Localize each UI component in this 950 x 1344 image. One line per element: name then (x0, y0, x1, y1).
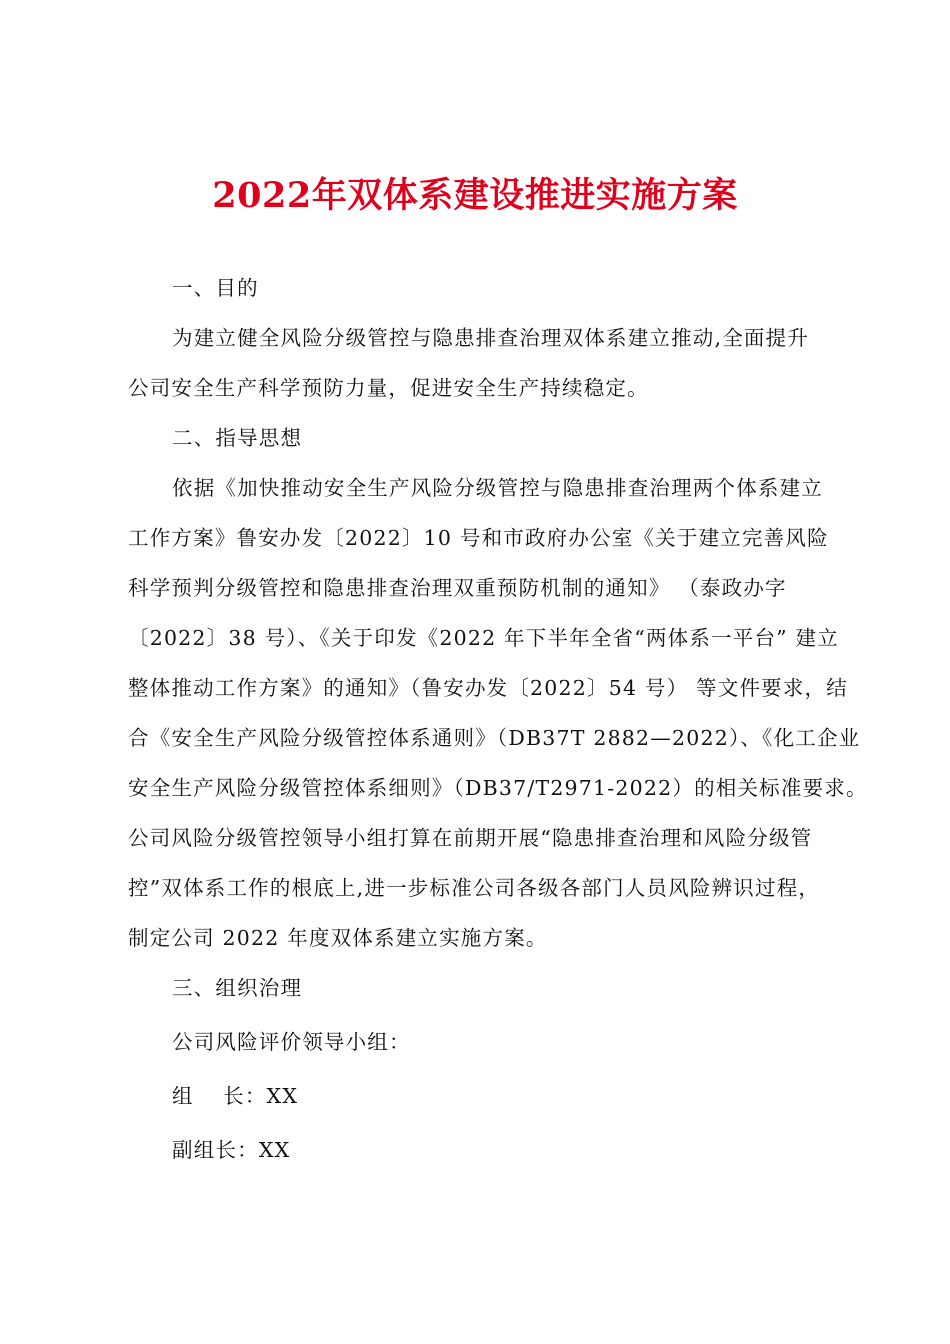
deputy-label: 副组长： (172, 1138, 259, 1162)
section-2-paragraph-line: 〔2022〕38 号）、《关于印发《2022 年下半年全省“两体系一平台” 建立 (128, 626, 839, 650)
document-title: 2022年双体系建设推进实施方案 (212, 175, 738, 216)
section-3-heading: 三、组织治理 (172, 976, 303, 1000)
section-3-group-title: 公司风险评价领导小组： (172, 1030, 411, 1054)
section-2-paragraph-line: 整体推动工作方案》的通知》（鲁安办发〔2022〕54 号） 等文件要求，结 (128, 676, 848, 700)
section-2-paragraph-line: 合《安全生产风险分级管控体系通则》（DB37T 2882—2022）、《化工企业 (128, 726, 861, 750)
section-2-paragraph-line: 科学预判分级管控和隐患排查治理双重预防机制的通知》 （泰政办字 (128, 576, 787, 600)
section-3-deputy-line (128, 1130, 833, 1180)
section-1-heading: 一、目的 (172, 276, 259, 300)
section-2-paragraph-line: 安全生产风险分级管控体系细则》（DB37/T2971-2022）的相关标准要求。 (128, 776, 868, 800)
leader-label: 组 长： (172, 1084, 267, 1108)
section-1-paragraph-line: 公司安全生产科学预防力量，促进安全生产持续稳定。 (128, 376, 649, 400)
deputy-value: XX (258, 1138, 291, 1162)
section-1-paragraph-line: 为建立健全风险分级管控与隐患排查治理双体系建立推动,全面提升 (172, 326, 810, 350)
section-2-paragraph-line: 公司风险分级管控领导小组打算在前期开展“隐患排查治理和风险分级管 (128, 826, 813, 850)
section-2-heading: 二、指导思想 (172, 426, 303, 450)
section-2-paragraph-line: 制定公司 2022 年度双体系建立实施方案。 (128, 926, 548, 950)
section-3-leader-line (128, 1076, 833, 1130)
document-body (128, 268, 868, 1180)
section-2-paragraph-line: 依据《加快推动安全生产风险分级管控与隐患排查治理两个体系建立 (172, 476, 823, 500)
section-2-paragraph-line: 工作方案》鲁安办发〔2022〕10 号和市政府办公室《关于建立完善风险 (128, 526, 829, 550)
section-2-paragraph-line: 控”双体系工作的根底上,进一步标准公司各级各部门人员风险辨识过程， (128, 876, 821, 900)
leader-value: XX (266, 1084, 299, 1108)
